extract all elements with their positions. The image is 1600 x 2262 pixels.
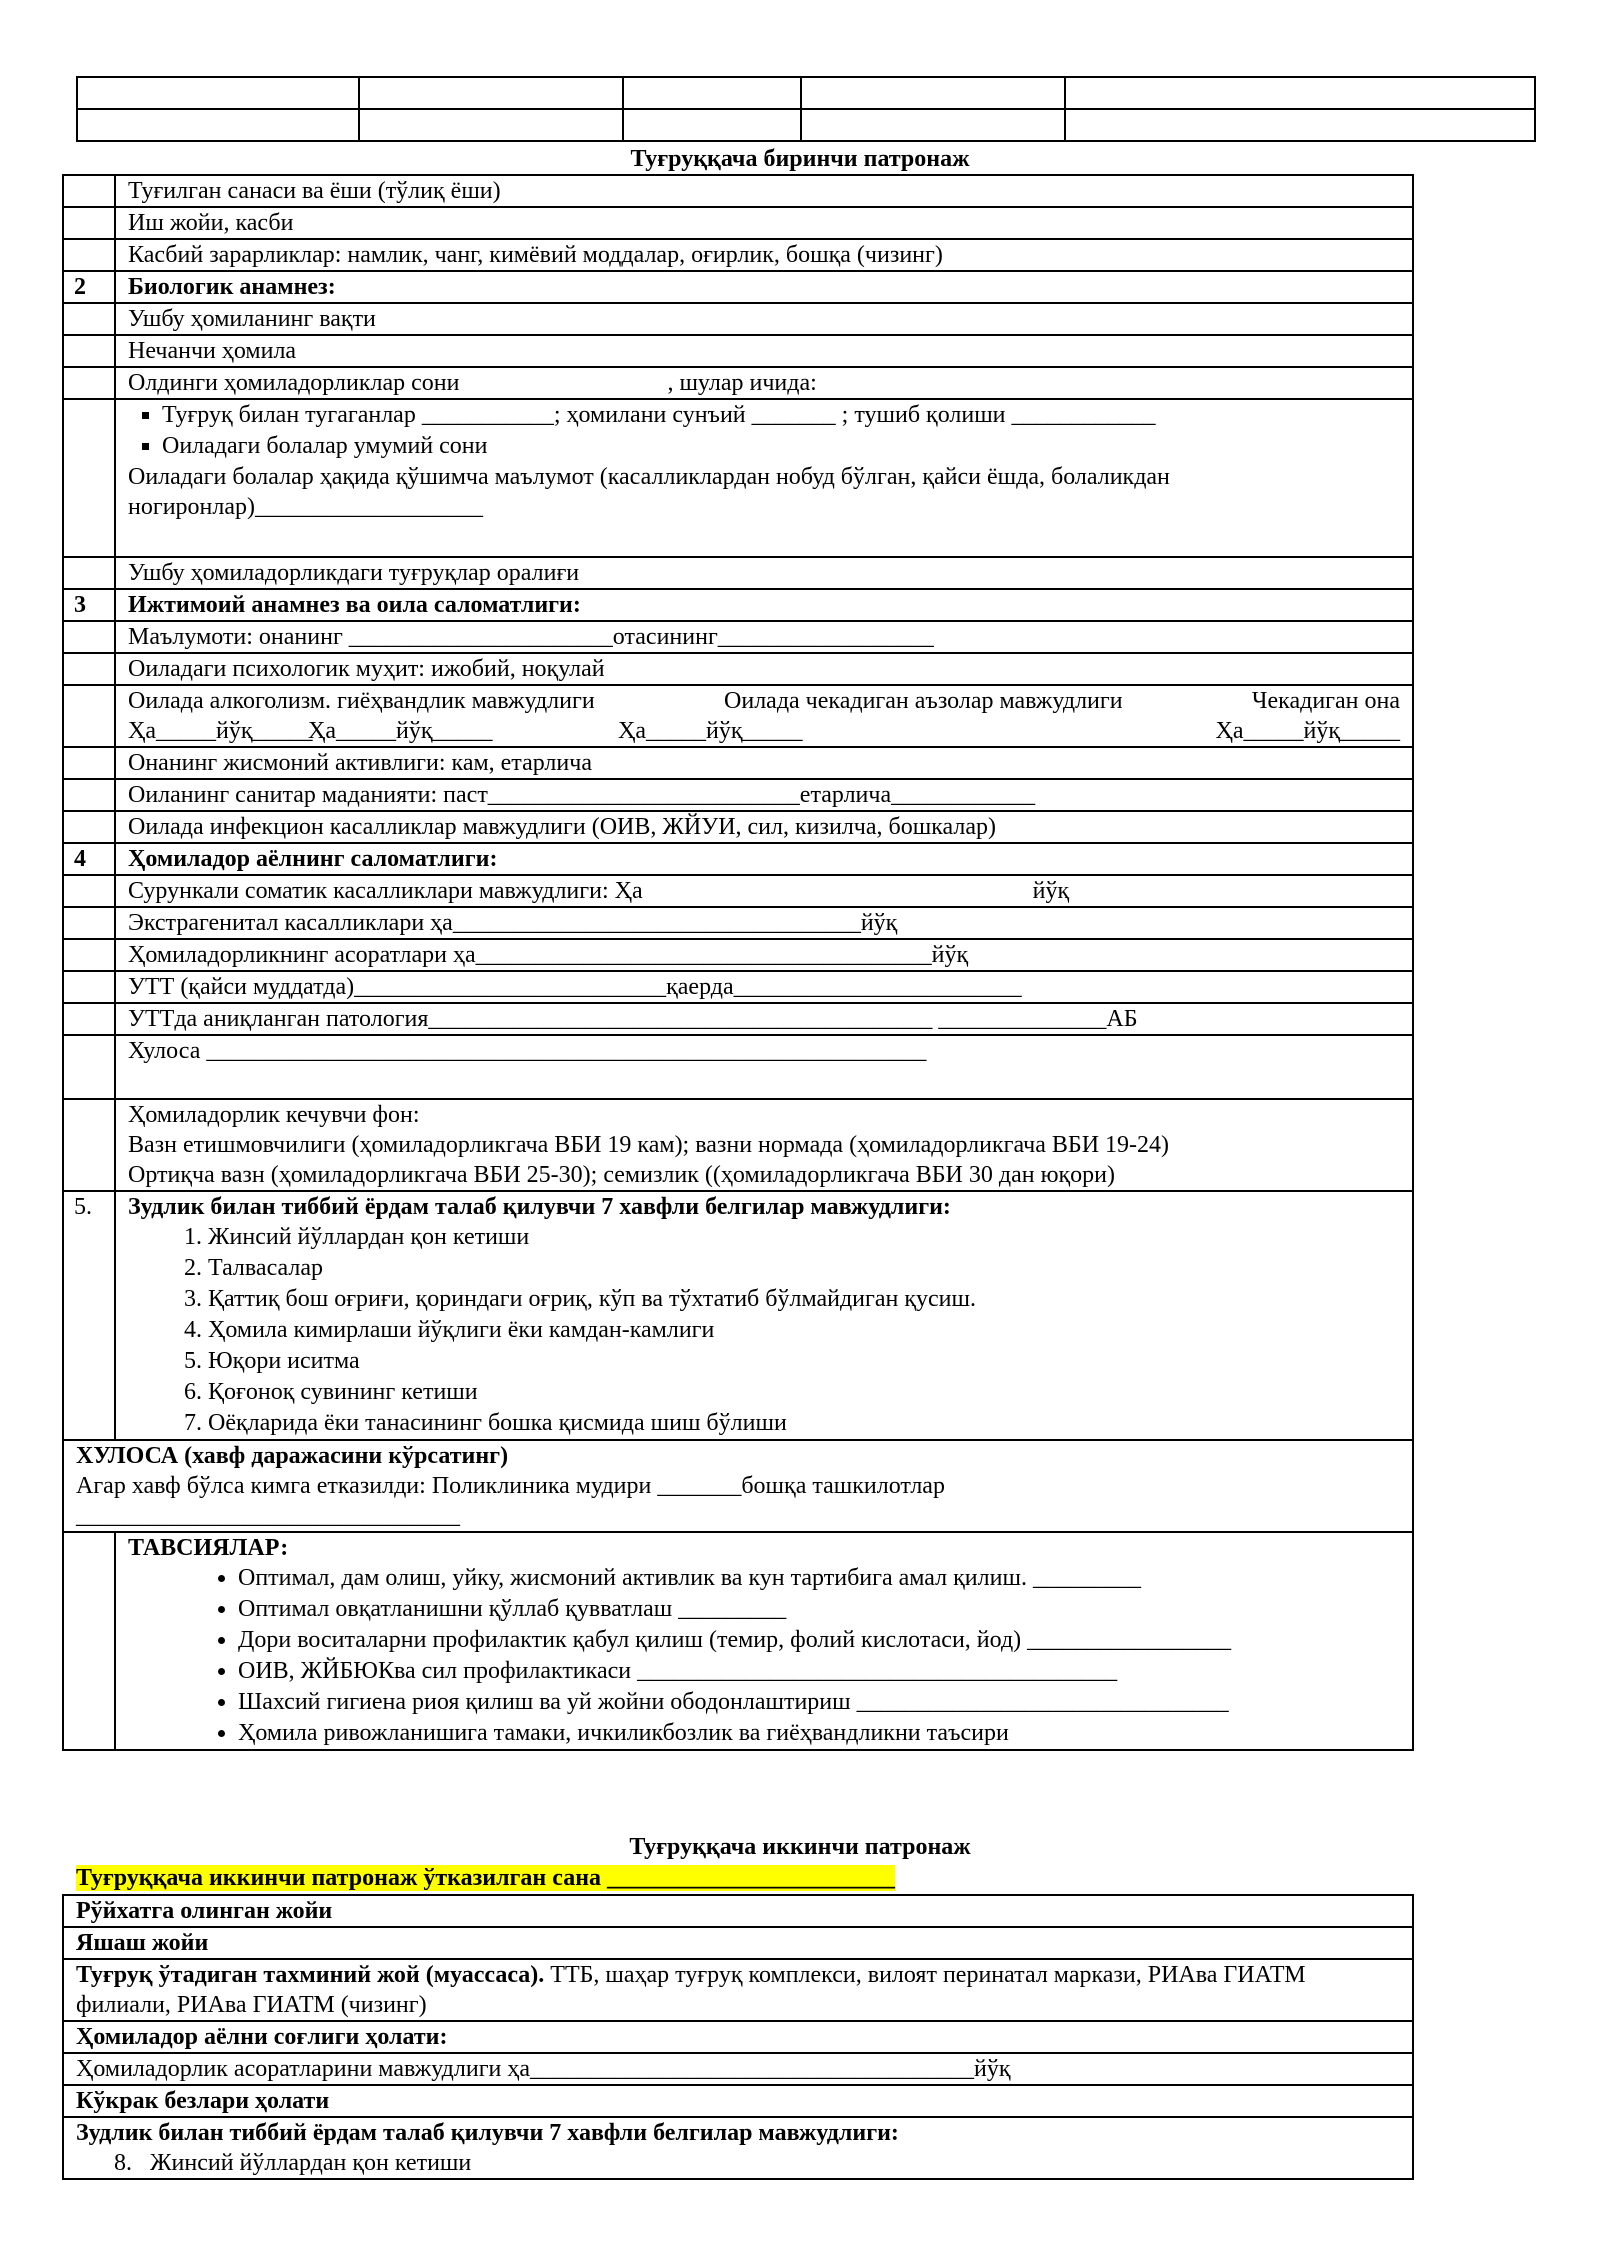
row-infections[interactable]: Оилада инфекцион касалликлар мавжудлиги (ОИВ, ЖЙУИ, сил, кизилча, бошкалар) [115, 811, 1413, 843]
row-complications[interactable]: Ҳомиладорликнинг асоратлари ҳа______________________________________йўқ [115, 939, 1413, 971]
list-item: 8. Жинсий йўллардан қон кетиши [114, 2150, 472, 2176]
row-recommendations [115, 1532, 1413, 1750]
row-health-state: Ҳомиладор аёлни соғлиги ҳолати: [63, 2021, 1413, 2053]
row-birth-place[interactable]: Туғруқ ўтадиган тахминий жой (муассаса). ТТБ, шаҳар туғруқ комплекси, вилоят перинатал маркази, РИАва ГИАТМ филиали, РИАва ГИАТМ (чизинг) [63, 1959, 1413, 2021]
list-item: • Оптимал овқатланишни қўллаб қувватлаш _________ [238, 1594, 1400, 1625]
row-previous-pregnancies[interactable]: Олдинги ҳомиладорликлар сони , шулар ичида: [115, 367, 1413, 399]
conclusion-title: ХУЛОСА (хавф даражасини кўрсатинг) [76, 1443, 509, 1469]
row-pregnancy-time[interactable]: Ушбу ҳомиланинг вақти [115, 303, 1413, 335]
row-conclusion-field[interactable]: Хулоса ____________________________________________________________ [115, 1035, 1413, 1099]
header-cell [359, 109, 623, 141]
row-physical-activity[interactable]: Онанинг жисмоний активлиги: кам, етарлича [115, 747, 1413, 779]
row-extragenital[interactable]: Экстрагенитал касалликлари ҳа__________________________________йўқ [115, 907, 1413, 939]
list-item: • Дори воситаларни профилактик қабул қилиш (темир, фолий кислотаси, йод) _________________ [238, 1625, 1400, 1656]
section-number: 2 [63, 271, 115, 303]
row-sanitary-culture[interactable]: Оиланинг санитар маданияти: паст__________________________етарлича____________ [115, 779, 1413, 811]
list-item: 1. Жинсий йўллардан қон кетиши [208, 1222, 1400, 1253]
list-item: ▪ Туғруқ билан тугаганлар ___________; ҳомилани сунъий _______ ; тушиб қолиши ____________ [162, 400, 1400, 431]
list-item: 3. Қаттиқ бош оғриғи, қориндаги оғриқ, кўп ва тўхтатиб бўлмайдиган қусиш. [208, 1284, 1400, 1315]
list-item: 6. Қоғоноқ сувининг кетиши [208, 1377, 1400, 1408]
section-number: 4 [63, 843, 115, 875]
row-occupational-hazards[interactable]: Касбий зарарликлар: намлик, чанг, кимёвий моддалар, оғирлик, бошқа (чизинг) [115, 239, 1413, 271]
row-workplace[interactable]: Иш жойи, касби [115, 207, 1413, 239]
patronage2-form [62, 1894, 1414, 2180]
header-cell [1065, 109, 1535, 141]
list-item: • Оптимал, дам олиш, уйку, жисмоний активлик ва кун тартибига амал қилиш. _________ [238, 1563, 1400, 1594]
list-item: • Ҳомила ривожланишига тамаки, ичкиликбозлик ва гиёҳвандликни таъсири [238, 1718, 1400, 1749]
list-item: 7. Оёқларида ёки танасининг бошка қисмида шиш бўлиши [208, 1408, 1400, 1439]
section-title-health: Ҳомиладор аёлнинг саломатлиги: [115, 843, 1413, 875]
row-ultrasound-pathology[interactable]: УТТда аниқланган патология__________________________________________ ______________АБ [115, 1003, 1413, 1035]
danger-signs-title: Зудлик билан тиббий ёрдам талаб қилувчи 7 хавфли белгилар мавжудлиги: [76, 2120, 899, 2146]
recommendations-title: ТАВСИЯЛАР: [128, 1535, 289, 1561]
row-ultrasound[interactable]: УТТ (қайси муддатда)__________________________қаерда________________________ [115, 971, 1413, 1003]
row-chronic-diseases[interactable]: Сурункали соматик касалликлари мавжудлиги: Ҳа йўқ [115, 875, 1413, 907]
header-cell [801, 77, 1065, 109]
header-cell [623, 109, 801, 141]
section-title-social: Ижтимоий анамнез ва оила саломатлиги: [115, 589, 1413, 621]
header-grid-table [76, 76, 1536, 142]
patronage1-form [62, 174, 1414, 1751]
list-item: 4. Ҳомила кимирлаши йўқлиги ёки камдан-камлиги [208, 1315, 1400, 1346]
section-number: 3 [63, 589, 115, 621]
row-pregnancy-number[interactable]: Нечанчи ҳомила [115, 335, 1413, 367]
row-conclusion-risk[interactable]: ХУЛОСА (хавф даражасини кўрсатинг) Агар хавф бўлса кимга етказилди: Поликлиника мудири _______бошқа ташкилотлар ________________________________ [63, 1440, 1413, 1532]
row-psych-climate[interactable]: Оиладаги психологик муҳит: ижобий, ноқулай [115, 653, 1413, 685]
patronage1-title: Туғруққача биринчи патронаж [630, 146, 970, 172]
row-danger-signs [115, 1191, 1413, 1440]
header-cell [359, 77, 623, 109]
list-item: • ОИВ, ЖЙБЮКва сил профилактикаси ________________________________________ [238, 1656, 1400, 1687]
section-title-biological: Биологик анамнез: [115, 271, 1413, 303]
list-item: ▪ Оиладаги болалар умумий сони [162, 431, 1400, 462]
row-breast-state[interactable]: Кўкрак безлари ҳолати [63, 2085, 1413, 2117]
header-cell [623, 77, 801, 109]
row-danger-signs-2 [63, 2117, 1413, 2179]
row-pregnancy-background[interactable]: Ҳомиладорлик кечувчи фон: Вазн етишмовчилиги (ҳомиладорликгача ВБИ 19 кам); вазни нормада (ҳомиладорликгача ВБИ 19-24) Ортиқча вазн (ҳомиладорликгача ВБИ 25-30); семизлик ((ҳомиладорликгача ВБИ 30 дан юқори) [115, 1099, 1413, 1191]
header-cell [77, 109, 359, 141]
row-birth-interval[interactable]: Ушбу ҳомиладорликдаги туғруқлар оралиғи [115, 557, 1413, 589]
header-cell [801, 109, 1065, 141]
row-education[interactable]: Маълумоти: онанинг ______________________отасининг__________________ [115, 621, 1413, 653]
header-cell [77, 77, 359, 109]
row-previous-outcomes[interactable] [115, 399, 1413, 557]
row-living-place[interactable]: Яшаш жойи [63, 1927, 1413, 1959]
list-item: 2. Талвасалар [208, 1253, 1400, 1284]
list-item: 5. Юқори иситма [208, 1346, 1400, 1377]
row-pregnancy-complications[interactable]: Ҳомиладорлик асоратларини мавжудлиги ҳа_____________________________________йўқ [63, 2053, 1413, 2085]
row-registration-place[interactable]: Рўйхатга олинган жойи [63, 1895, 1413, 1927]
danger-signs-list [128, 1222, 1400, 1439]
row-children-info: Оиладаги болалар ҳақида қўшимча маълумот (касалликлардан нобуд бўлган, қайси ёшда, болаликдан ногиронлар)___________________ [128, 464, 1170, 520]
section-number: 5. [63, 1191, 115, 1440]
row-birth-date[interactable]: Туғилган санаси ва ёши (тўлиқ ёши) [115, 175, 1413, 207]
patronage2-title: Туғруққача иккинчи патронаж [629, 1834, 971, 1860]
danger-signs-title: Зудлик билан тиббий ёрдам талаб қилувчи 7 хавфли белгилар мавжудлиги: [128, 1194, 951, 1220]
patronage2-date-field[interactable]: Туғруққача иккинчи патронаж ўтказилган сана ________________________ [76, 1865, 896, 1891]
row-addictions[interactable]: Оилада алкоголизм. гиёҳвандлик мавжудлиги Оилада чекадиган аъзолар мавжудлиги Чекадиган она Ҳа_____йўқ_____ Ҳа_____йўқ_____ Ҳа_____йўқ_____ Ҳа_____йўқ_____ [115, 685, 1413, 747]
recommendations-list [128, 1563, 1400, 1749]
list-item: • Шахсий гигиена риоя қилиш ва уй жойни ободонлаштириш _______________________________ [238, 1687, 1400, 1718]
header-cell [1065, 77, 1535, 109]
